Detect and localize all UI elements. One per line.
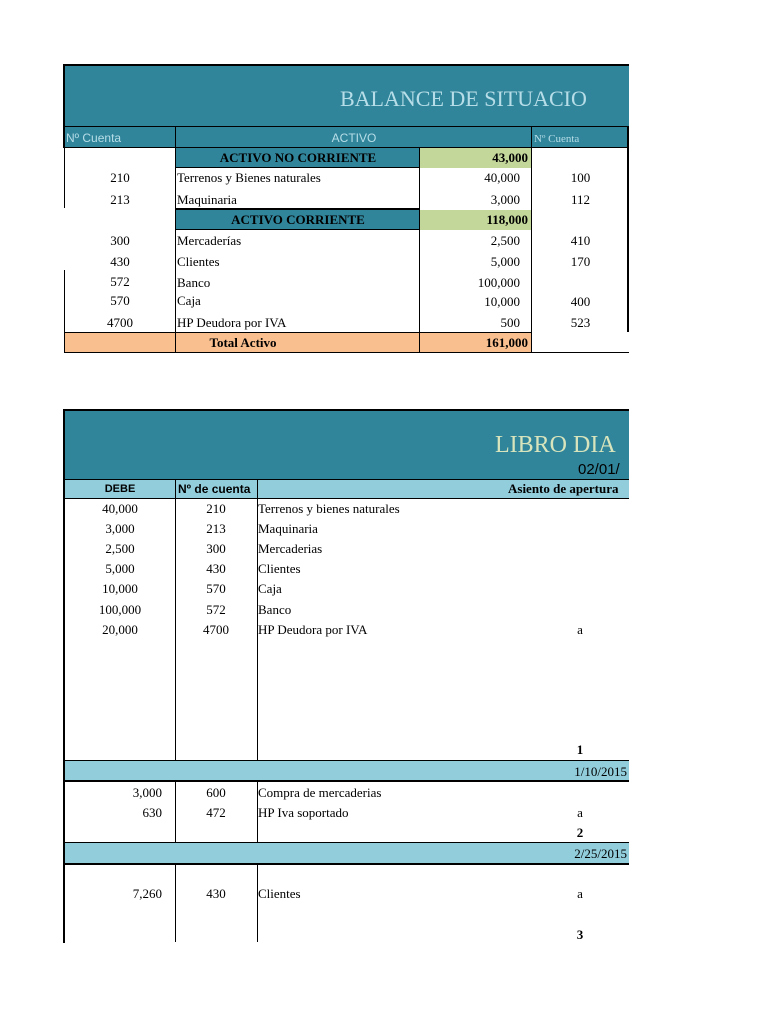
entry-date: 2/25/2015 [574,846,627,861]
account-name: Mercaderías [177,233,242,248]
concept: HP Deudora por IVA [258,622,368,637]
account-number: 600 [206,785,226,800]
no-corriente-label: ACTIVO NO CORRIENTE [219,150,377,165]
debe-amount: 7,260 [132,886,162,901]
right-account-number: 112 [570,192,591,207]
concept: Terrenos y bienes naturales [258,501,400,516]
concept: Maquinaria [258,521,318,536]
concept: Compra de mercaderias [258,785,382,800]
account-amount: 100,000 [477,275,520,290]
connector: a [577,805,583,820]
entry-number: 3 [576,927,584,942]
header-no-cuenta-left: Nº Cuenta [66,131,122,145]
concept: Clientes [258,561,301,576]
account-number: 572 [206,602,226,617]
account-amount: 40,000 [484,170,520,185]
account-number: 4700 [107,315,133,330]
account-number: 300 [206,541,226,556]
libro-date: 02/01/ [578,461,620,478]
no-corriente-total: 43,000 [492,150,528,165]
concept: Caja [258,581,282,596]
entry-number: 2 [576,825,584,840]
entry-date: 1/10/2015 [574,764,627,779]
account-number: 213 [206,521,226,536]
debe-amount: 3,000 [132,785,162,800]
account-number: 4700 [203,622,229,637]
debe-amount: 5,000 [105,561,135,576]
account-number: 300 [110,233,130,248]
account-number: 430 [206,886,226,901]
connector: a [577,622,583,637]
account-name: Maquinaria [177,192,237,207]
account-name: Caja [177,293,201,308]
header-activo: ACTIVO [331,131,377,145]
header-asiento: Asiento de apertura [508,481,619,496]
corriente-label: ACTIVO CORRIENTE [231,212,365,227]
account-name: Banco [177,275,211,290]
entry-number: 1 [576,742,584,757]
concept: Mercaderias [258,541,323,556]
account-name: HP Deudora por IVA [177,315,287,330]
concept: Clientes [258,886,301,901]
right-account-number: 170 [570,254,591,269]
right-account-number: 100 [570,170,591,185]
account-number: 570 [110,293,130,308]
right-account-number: 410 [570,233,591,248]
connector: a [577,886,583,901]
account-amount: 5,000 [490,254,520,269]
account-number: 210 [206,501,226,516]
libro-title: LIBRO DIA [495,432,616,458]
debe-amount: 630 [142,805,162,820]
account-name: Terrenos y Bienes naturales [177,170,321,185]
account-amount: 500 [500,315,520,330]
debe-amount: 40,000 [102,501,138,516]
account-number: 210 [110,170,130,185]
header-no-cuenta: Nº de cuenta [178,482,251,496]
concept: Banco [258,602,292,617]
balance-title: BALANCE DE SITUACIO [340,86,587,111]
concept: HP Iva soportado [258,805,349,820]
account-number: 430 [110,254,130,269]
total-activo-label: Total Activo [209,335,277,350]
account-amount: 2,500 [490,233,520,248]
account-amount: 10,000 [484,294,520,309]
account-number: 570 [206,581,226,596]
right-account-number: 400 [570,294,591,309]
account-amount: 3,000 [490,192,520,207]
account-number: 472 [206,805,226,820]
header-debe: DEBE [104,483,136,495]
account-name: Clientes [177,254,220,269]
corriente-total: 118,000 [486,212,528,227]
right-account-number: 523 [570,315,591,330]
account-number: 572 [110,274,130,289]
debe-amount: 2,500 [105,541,135,556]
debe-amount: 100,000 [98,602,142,617]
debe-amount: 10,000 [102,581,138,596]
total-activo-amount: 161,000 [485,335,528,350]
account-number: 213 [110,192,130,207]
account-number: 430 [206,561,226,576]
debe-amount: 3,000 [105,521,135,536]
header-no-cuenta-right: Nº Cuenta [534,133,580,145]
debe-amount: 20,000 [102,622,138,637]
